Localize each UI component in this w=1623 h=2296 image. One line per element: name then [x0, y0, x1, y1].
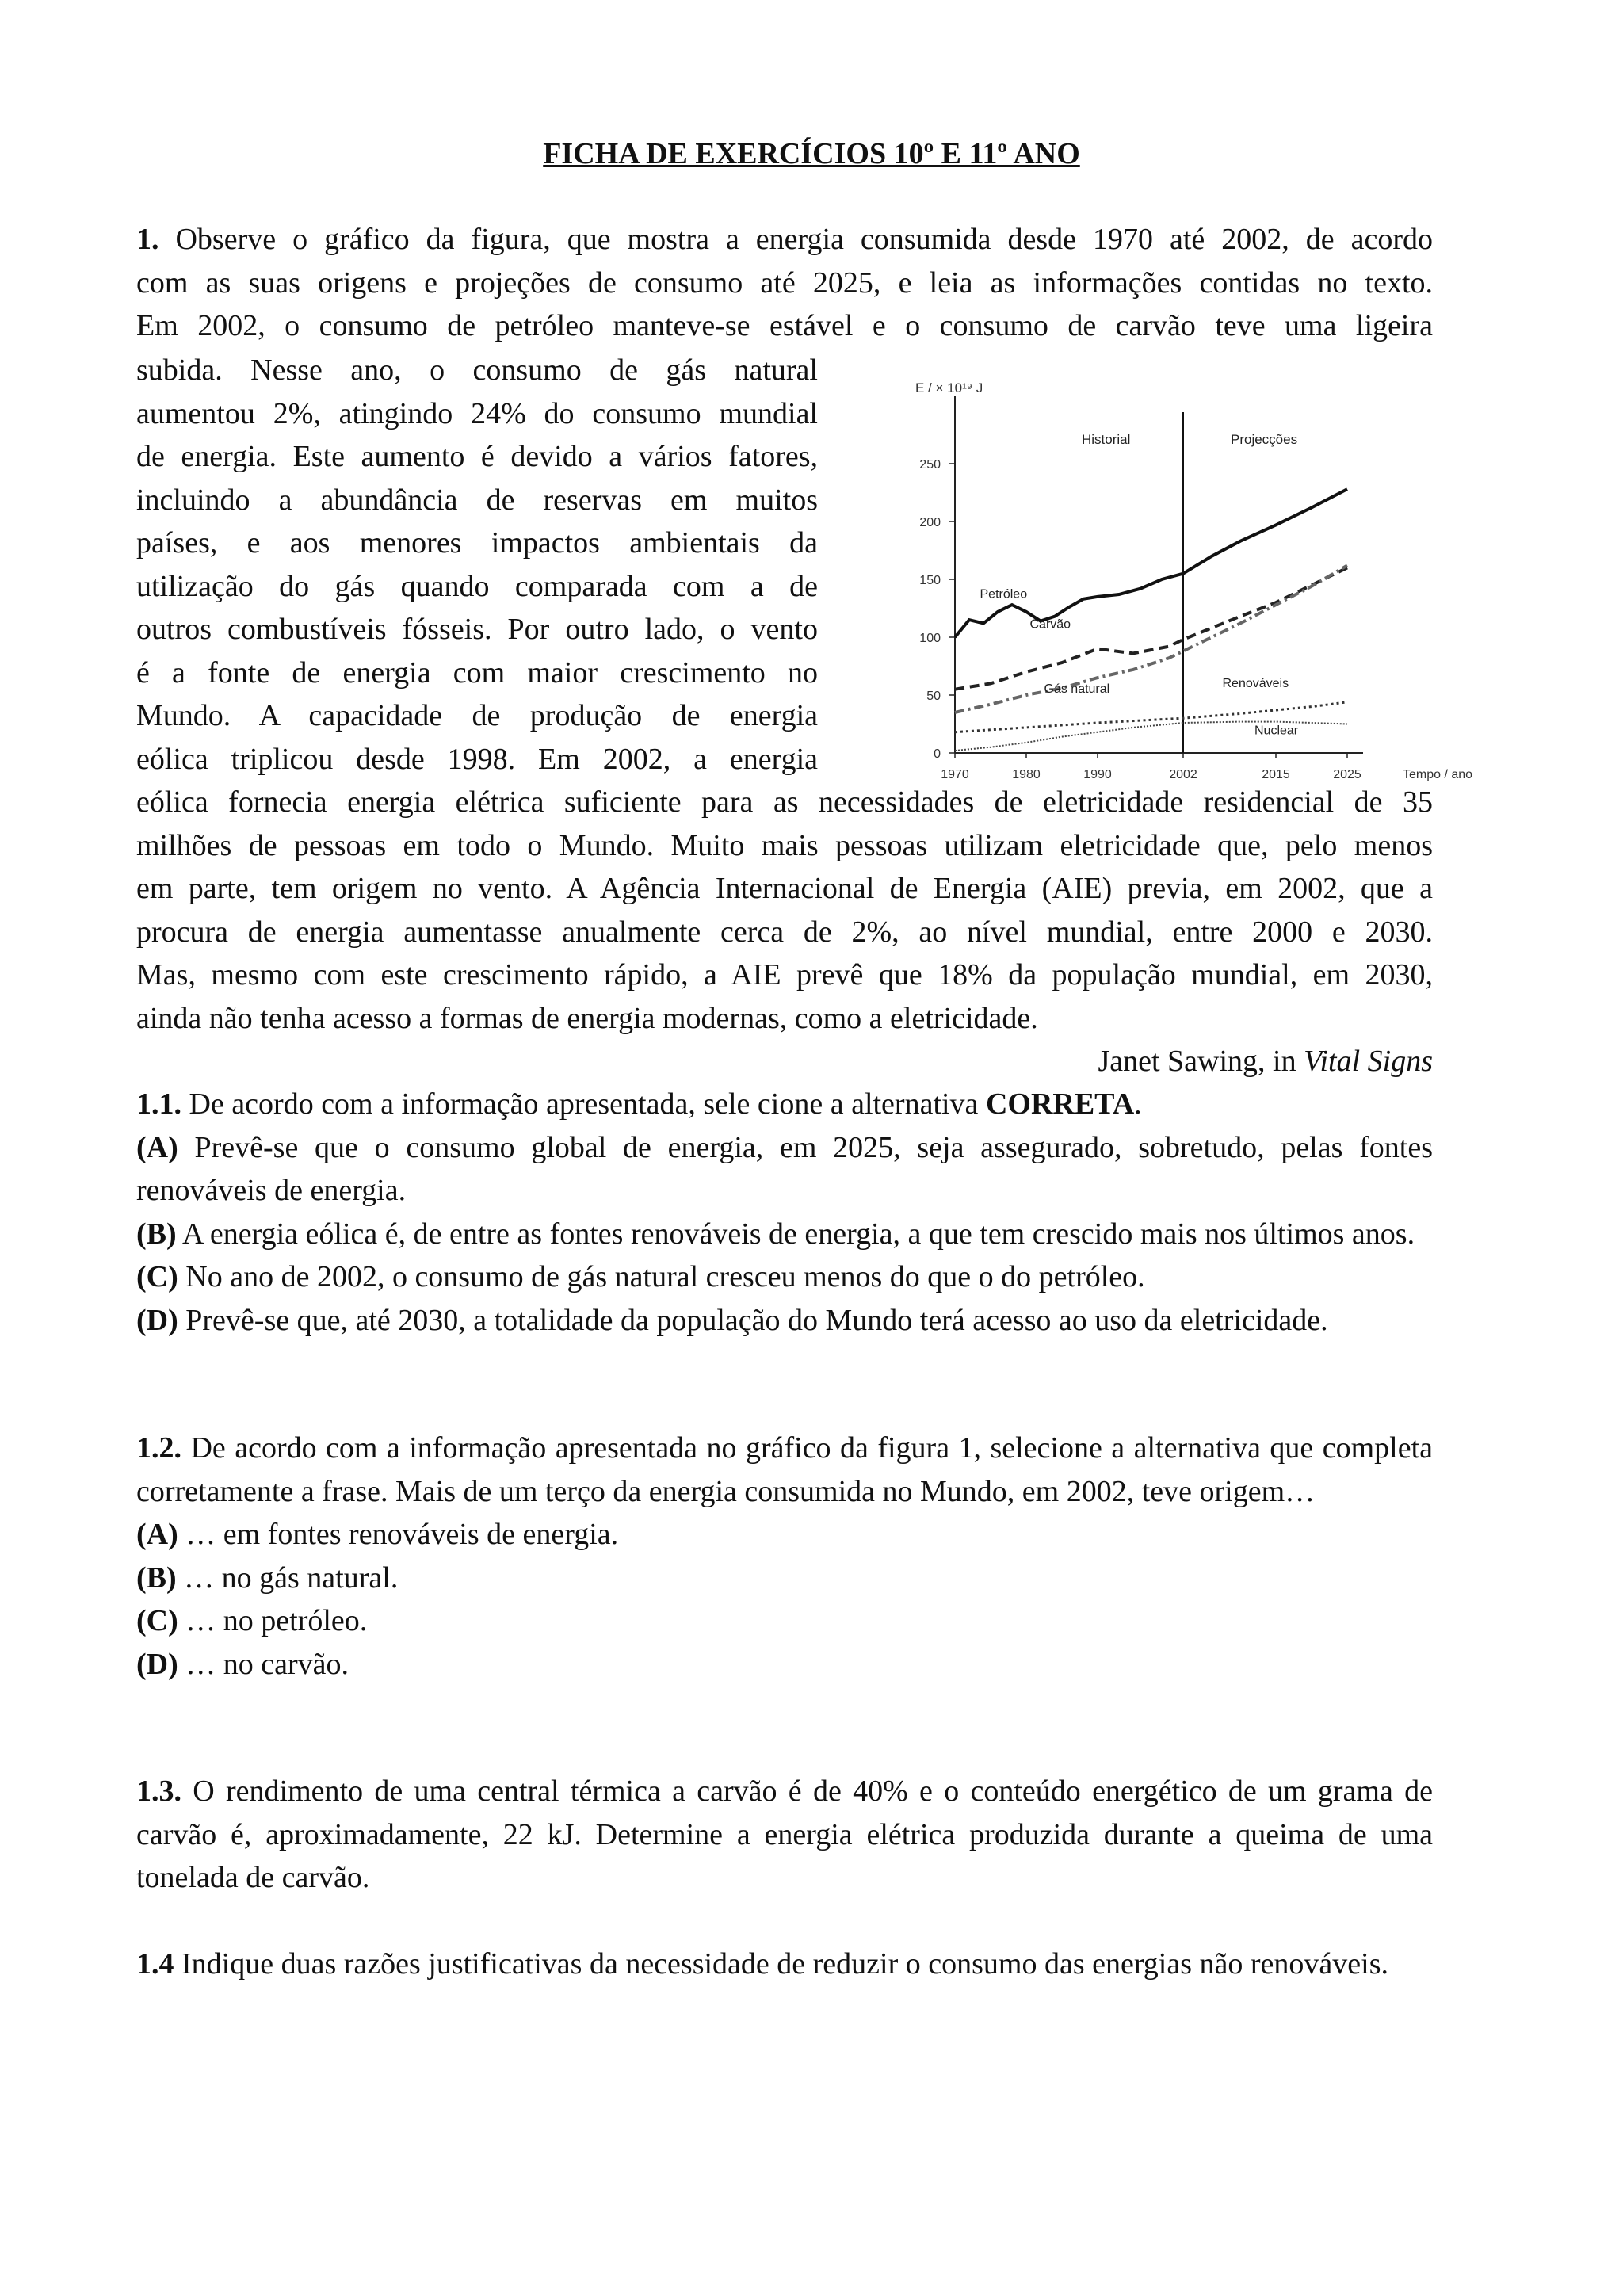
x-tick-label: 1990	[1083, 768, 1112, 781]
series-carvão	[955, 567, 1347, 689]
question-stem: 1.2. De acordo com a informação apresentada no gráfico da figura 1, selecione a alternativa que completa corretamente a frase. Mais de um terço da energia consumida no Mundo, em 2002, teve origem…	[136, 1431, 1433, 1508]
energy-chart	[844, 353, 1486, 781]
narrow-line: aumentou 2%, atingindo 24% do consumo mundial	[136, 396, 818, 430]
narrow-line: subida. Nesse ano, o consumo de gás natural	[136, 353, 818, 387]
x-tick-label: 2015	[1262, 768, 1290, 781]
series-label: Nuclear	[1254, 724, 1299, 738]
y-tick-label: 100	[919, 632, 941, 645]
series-label: Carvão	[1029, 617, 1071, 632]
series-petróleo	[955, 489, 1347, 637]
option-b: (B) A energia eólica é, de entre as fontes renováveis de energia, a que tem crescido mais nos últimos anos.	[136, 1217, 1415, 1251]
region-label-historical: Historial	[1082, 432, 1131, 447]
option-c: (C) … no petróleo.	[136, 1604, 368, 1637]
y-tick-label: 200	[919, 516, 941, 529]
question-1-3	[136, 1770, 1433, 1900]
narrow-line: incluindo a abundância de reservas em muitos	[136, 483, 818, 517]
narrow-line: países, e aos menores impactos ambientais da	[136, 526, 818, 560]
wide-line: procura de energia aumentasse anualmente cerca de 2%, ao nível mundial, entre 2000 e 2030.	[136, 915, 1433, 949]
intro-top	[136, 218, 1433, 348]
question-1-2	[136, 1427, 1433, 1686]
option-b: (B) … no gás natural.	[136, 1561, 399, 1595]
y-tick-label: 50	[926, 690, 941, 703]
region-label-projections: Projecções	[1231, 432, 1298, 447]
x-axis-label: Tempo / ano	[1403, 768, 1473, 781]
y-tick-label: 0	[934, 747, 941, 761]
page-title: FICHA DE EXERCÍCIOS 10º E 11º ANO	[543, 137, 1080, 170]
narrow-line: utilização do gás quando comparada com a de	[136, 569, 818, 603]
wide-line: em parte, tem origem no vento. A Agência Internacional de Energia (AIE) previa, em 2002, que a	[136, 872, 1433, 905]
question-1-1	[136, 1083, 1433, 1342]
option-a: (A) Prevê-se que o consumo global de energia, em 2025, seja assegurado, sobretudo, pelas fontes renováveis de energia.	[136, 1130, 1433, 1207]
narrow-line: Mundo. A capacidade de produção de energia	[136, 699, 818, 732]
narrow-line: eólica triplicou desde 1998. Em 2002, a energia	[136, 742, 818, 776]
y-tick-label: 150	[919, 574, 941, 587]
question-stem: 1.3. O rendimento de uma central térmica a carvão é de 40% e o conteúdo energético de um grama de carvão é, aproximadamente, 22 kJ. Determine a energia elétrica produzida durante a queima de uma tonelada de carvão.	[136, 1775, 1433, 1894]
wide-line: Mas, mesmo com este crescimento rápido, a AIE prevê que 18% da população mundial, em 2030,	[136, 958, 1433, 991]
narrow-line: é a fonte de energia com maior crescimento no	[136, 655, 818, 690]
option-d: (D) Prevê-se que, até 2030, a totalidade da população do Mundo terá acesso ao uso da eletricidade.	[136, 1303, 1328, 1337]
series-label: Gás natural	[1044, 682, 1110, 697]
intro-line-3: Em 2002, o consumo de petróleo manteve-se estável e o consumo de carvão teve uma ligeira	[136, 309, 1433, 342]
option-a: (A) … em fontes renováveis de energia.	[136, 1518, 619, 1551]
source-citation: Janet Sawing, in Vital Signs	[1098, 1045, 1433, 1078]
wide-line: ainda não tenha acesso a formas de energia modernas, como a eletricidade.	[136, 1001, 1038, 1035]
option-d: (D) … no carvão.	[136, 1647, 349, 1681]
series-label: Renováveis	[1222, 676, 1289, 690]
y-axis-label: E / × 10¹⁹ J	[915, 380, 983, 395]
wide-line: milhões de pessoas em todo o Mundo. Muito mais pessoas utilizam eletricidade que, pelo menos	[136, 828, 1433, 862]
option-c: (C) No ano de 2002, o consumo de gás natural cresceu menos do que o do petróleo.	[136, 1260, 1145, 1293]
intro-line-1: 1. Observe o gráfico da figura, que mostra a energia consumida desde 1970 até 2002, de acordo	[136, 223, 1433, 256]
wide-line: eólica fornecia energia elétrica suficiente para as necessidades de eletricidade residencial de 35	[136, 785, 1433, 819]
intro-bottom	[136, 781, 1433, 1083]
narrow-line: outros combustíveis fósseis. Por outro lado, o vento	[136, 613, 818, 646]
x-tick-label: 2002	[1169, 768, 1197, 781]
x-tick-label: 2025	[1333, 768, 1361, 781]
x-tick-label: 1970	[941, 768, 969, 781]
question-stem: 1.4 Indique duas razões justificativas da necessidade de reduzir o consumo das energias não renováveis.	[136, 1947, 1388, 1981]
x-tick-label: 1980	[1012, 768, 1041, 781]
question-1-4	[136, 1943, 1433, 1986]
intro-narrow-column	[136, 349, 818, 781]
question-stem: 1.1. De acordo com a informação apresentada, sele cione a alternativa CORRETA.	[136, 1087, 1142, 1121]
y-tick-label: 250	[919, 458, 941, 472]
series-label: Petróleo	[980, 587, 1028, 602]
narrow-line: de energia. Este aumento é devido a vários fatores,	[136, 440, 818, 473]
intro-line-2: com as suas origens e projeções de consumo até 2025, e leia as informações contidas no texto.	[136, 266, 1433, 300]
question-number: 1.	[136, 223, 159, 256]
energy-chart-svg	[844, 353, 1486, 781]
